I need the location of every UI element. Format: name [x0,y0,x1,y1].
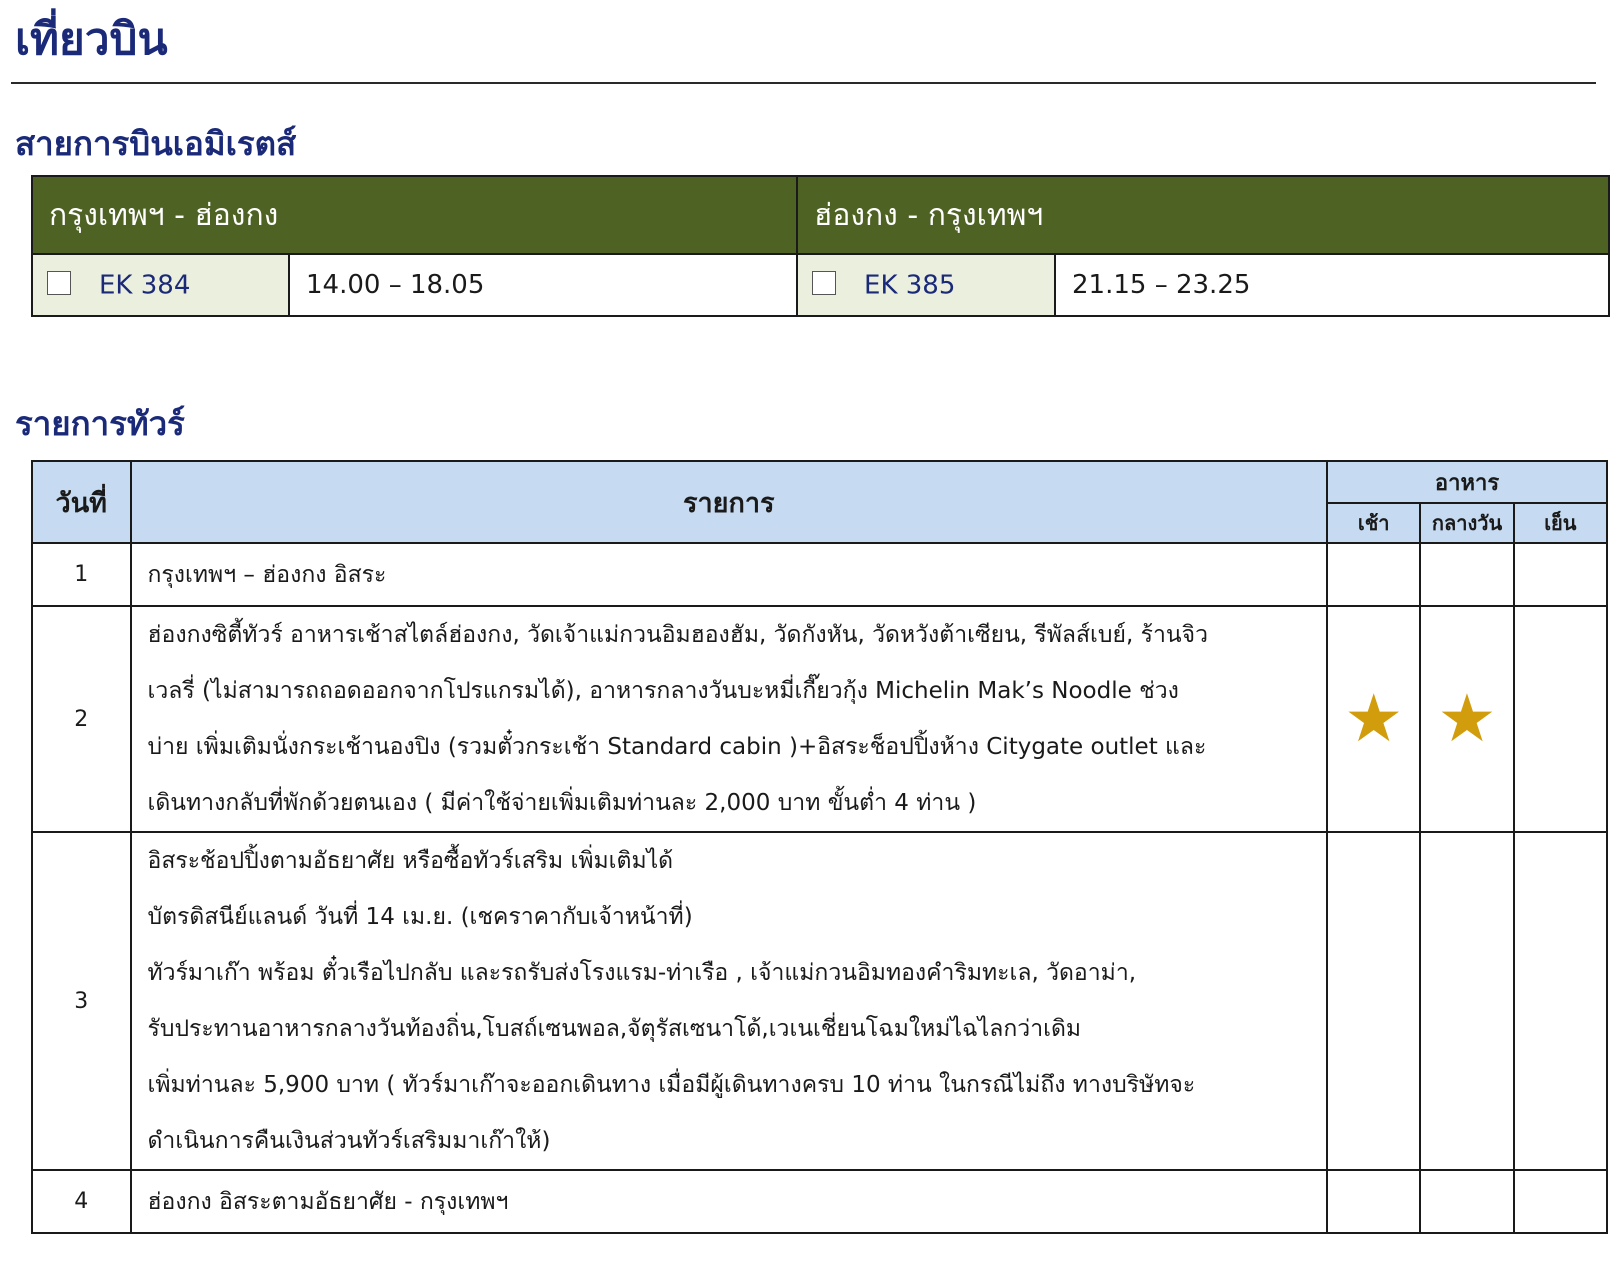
table-row [32,1170,1607,1233]
dinner-cell [1514,606,1607,832]
flight-row [32,254,1609,316]
outbound-flight-checkbox[interactable] [47,271,71,295]
itinerary-line: กรุงเทพฯ – ฮ่องกง อิสระ [147,561,387,588]
table-row [32,832,1607,1170]
outbound-flight-time: 14.00 – 18.05 [289,254,797,316]
lunch-cell [1420,606,1513,832]
tour-table [31,460,1608,1234]
page-title: เที่ยวบิน [15,14,168,65]
itinerary-line: ทัวร์มาเก๊า พร้อม ตั๋วเรือไปกลับ และรถรับส่งโรงแรม-ท่าเรือ , เจ้าแม่กวนอิมทองคำริมทะเล, วัดอาม่า, [147,960,1137,986]
itinerary-line: ฮ่องกง อิสระตามอัธยาศัย - กรุงเทพฯ [147,1188,509,1215]
dinner-cell [1514,832,1607,1170]
lunch-column-header: กลางวัน [1420,503,1513,543]
star-icon: ★ [1344,680,1404,757]
flight-table [31,175,1610,317]
breakfast-cell [1327,606,1420,832]
tour-section-title: รายการทัวร์ [15,404,185,443]
day-number: 3 [32,832,131,1170]
itinerary-line: บ่าย เพิ่มเติมนั่งกระเช้านองปิง (รวมตั๋วกระเช้า Standard cabin )+อิสระช็อปปิ้งห้าง Citygate outlet และ [147,734,1207,760]
table-row [32,543,1607,606]
lunch-cell [1420,832,1513,1170]
day-number: 2 [32,606,131,832]
itinerary-text [131,606,1328,832]
dinner-cell [1514,1170,1607,1233]
day-number: 4 [32,1170,131,1233]
itinerary-column-header: รายการ [131,461,1328,543]
breakfast-cell [1327,543,1420,606]
day-column-header: วันที่ [32,461,131,543]
itinerary-line: รับประทานอาหารกลางวันท้องถิ่น,โบสถ์เซนพอล,จัตุรัสเซนาโด้,เวเนเชี่ยนโฉมใหม่ไฉไลกว่าเดิม [147,1016,1082,1042]
itinerary-line: เพิ่มท่านละ 5,900 บาท ( ทัวร์มาเก๊าจะออกเดินทาง เมื่อมีผู้เดินทางครบ 10 ท่าน ในกรณีไม่ถึง ทางบริษัทจะ [147,1072,1196,1098]
itinerary-line: เดินทางกลับที่พักด้วยตนเอง ( มีค่าใช้จ่ายเพิ่มเติมท่านละ 2,000 บาท ขั้นต่ำ 4 ท่าน ) [147,790,977,816]
breakfast-cell [1327,832,1420,1170]
return-route-header: ฮ่องกง - กรุงเทพฯ [797,176,1609,254]
title-divider [11,82,1596,84]
outbound-flight-cell [32,254,289,316]
itinerary-line: ฮ่องกงซิตี้ทัวร์ อาหารเช้าสไตล์ฮ่องกง, วัดเจ้าแม่กวนอิมฮองฮัม, วัดกังหัน, วัดหวังต้าเซียน, รีพัลส์เบย์, ร้านจิว [147,622,1209,648]
itinerary-text [131,1170,1328,1233]
itinerary-line: อิสระช้อปปิ้งตามอัธยาศัย หรือซื้อทัวร์เสริม เพิ่มเติมได้ [147,848,674,874]
outbound-route-header: กรุงเทพฯ - ฮ่องกง [32,176,797,254]
itinerary-line: บัตรดิสนีย์แลนด์ วันที่ 14 เม.ย. (เชคราคากับเจ้าหน้าที่) [147,904,693,930]
return-flight-time: 21.15 – 23.25 [1055,254,1609,316]
dinner-column-header: เย็น [1514,503,1607,543]
airline-section-title: สายการบินเอมิเรตส์ [15,124,297,163]
return-flight-checkbox[interactable] [812,271,836,295]
lunch-cell [1420,543,1513,606]
itinerary-line: เวลรี่ (ไม่สามารถถอดออกจากโปรแกรมได้), อาหารกลางวันบะหมี่เกี๊ยวกุ้ง Michelin Mak’s Noodle ช่วง [147,678,1179,704]
itinerary-line: ดำเนินการคืนเงินส่วนทัวร์เสริมมาเก๊าให้) [147,1128,551,1154]
day-number: 1 [32,543,131,606]
outbound-flight-number: EK 384 [99,270,191,301]
breakfast-column-header: เช้า [1327,503,1420,543]
meals-column-header: อาหาร [1327,461,1607,503]
breakfast-cell [1327,1170,1420,1233]
lunch-cell [1420,1170,1513,1233]
return-flight-cell [797,254,1055,316]
table-row [32,606,1607,832]
itinerary-text [131,832,1328,1170]
star-icon: ★ [1437,680,1497,757]
itinerary-text [131,543,1328,606]
return-flight-number: EK 385 [864,270,956,301]
dinner-cell [1514,543,1607,606]
